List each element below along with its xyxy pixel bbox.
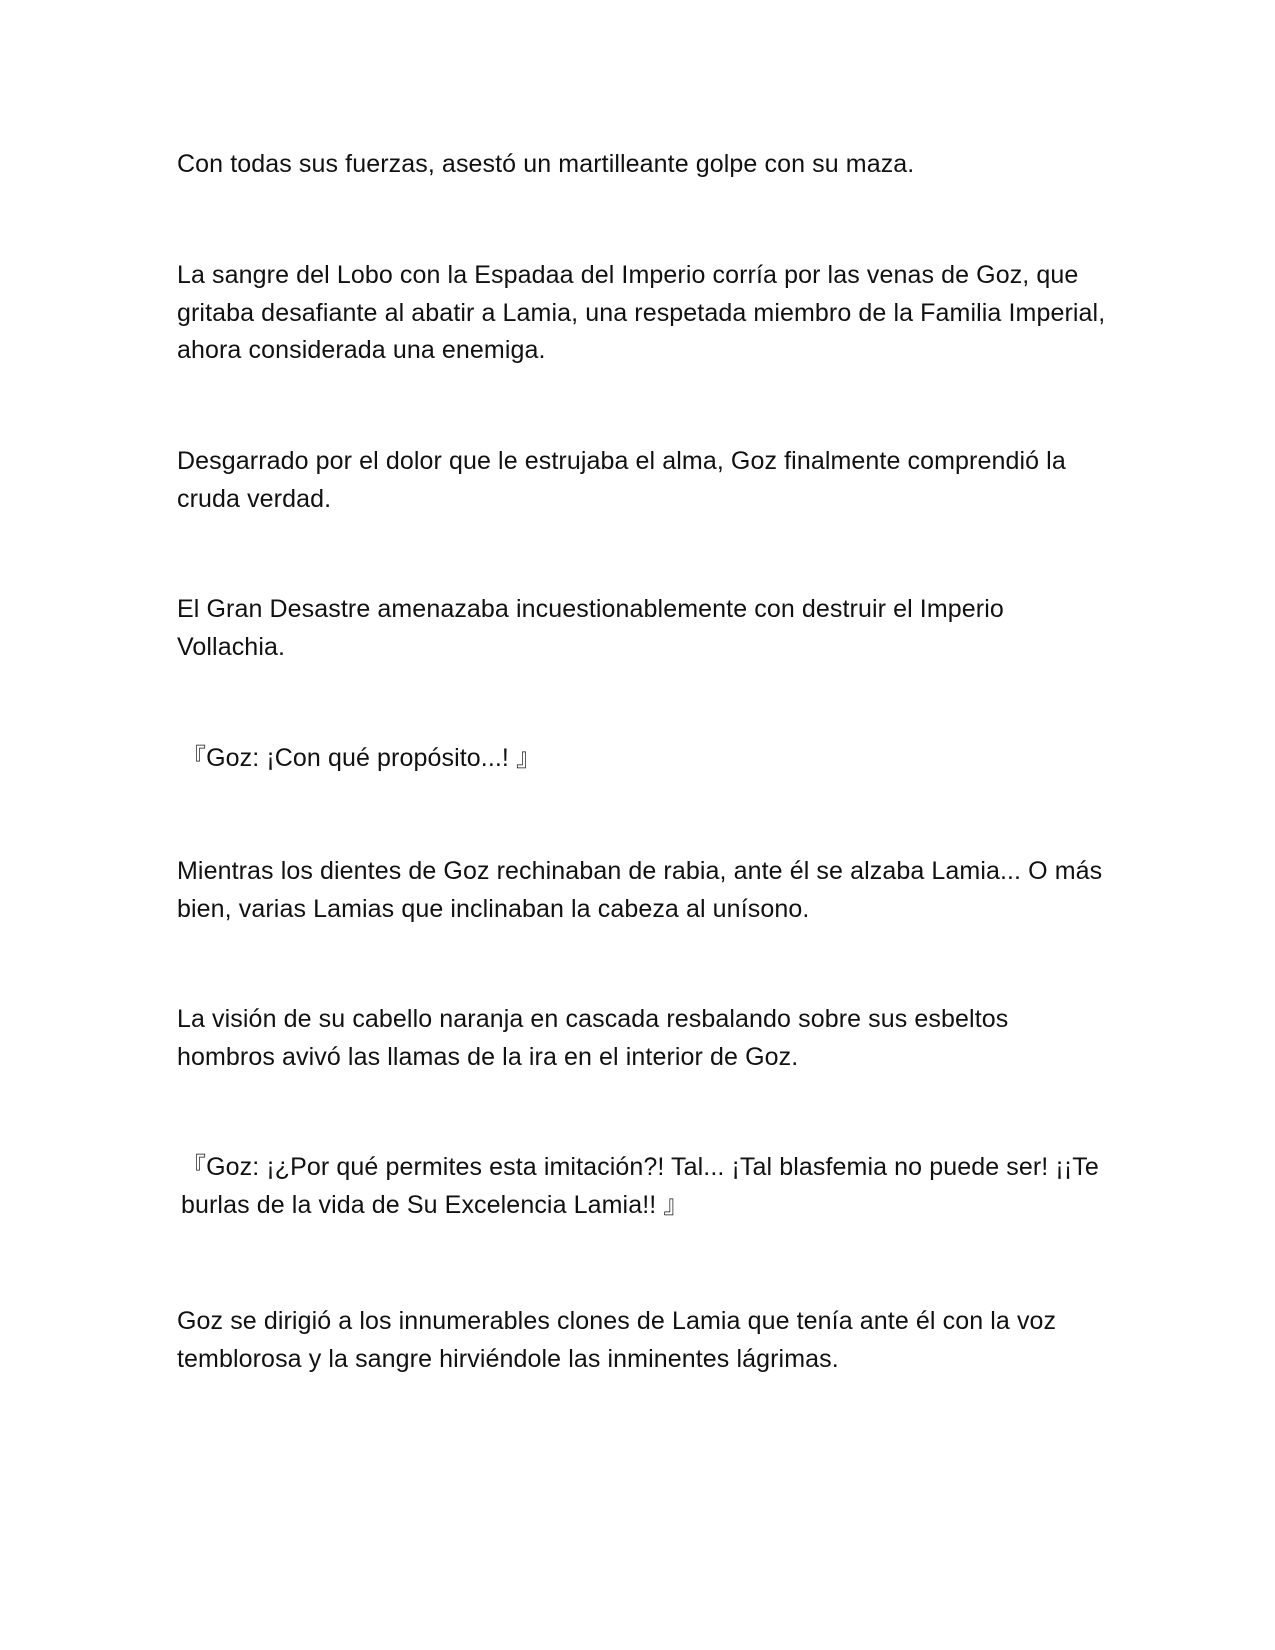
paragraph-narration: La visión de su cabello naranja en cascada resbalando sobre sus esbeltos hombros avivó las llamas de la ira en el interior de Goz. bbox=[177, 1005, 1009, 1071]
paragraph-narration: La sangre del Lobo con la Espadaa del Imperio corría por las venas de Goz, que gritaba desafiante al abatir a Lamia, una respetada miembro de la Familia Imperial, ahora considerada una enemiga. bbox=[177, 261, 1106, 364]
paragraph-narration: Mientras los dientes de Goz rechinaban de rabia, ante él se alzaba Lamia... O más bien, varias Lamias que inclinaban la cabeza al unísono. bbox=[177, 857, 1103, 923]
paragraph-narration: Goz se dirigió a los innumerables clones de Lamia que tenía ante él con la voz temblorosa y la sangre hirviéndole las inminentes lágrimas. bbox=[177, 1307, 1057, 1373]
paragraph-dialogue: 『Goz: ¡Con qué propósito...! 』 bbox=[181, 744, 542, 772]
paragraph-narration: El Gran Desastre amenazaba incuestionablemente con destruir el Imperio Vollachia. bbox=[177, 595, 1004, 661]
paragraph-dialogue: 『Goz: ¡¿Por qué permites esta imitación?! Tal... ¡Tal blasfemia no puede ser! ¡¡Te burlas de la vida de Su Excelencia Lamia!! 』 bbox=[181, 1153, 1099, 1219]
paragraph-narration: Con todas sus fuerzas, asestó un martilleante golpe con su maza. bbox=[177, 150, 915, 178]
paragraph-narration: Desgarrado por el dolor que le estrujaba el alma, Goz finalmente comprendió la cruda verdad. bbox=[177, 447, 1066, 513]
